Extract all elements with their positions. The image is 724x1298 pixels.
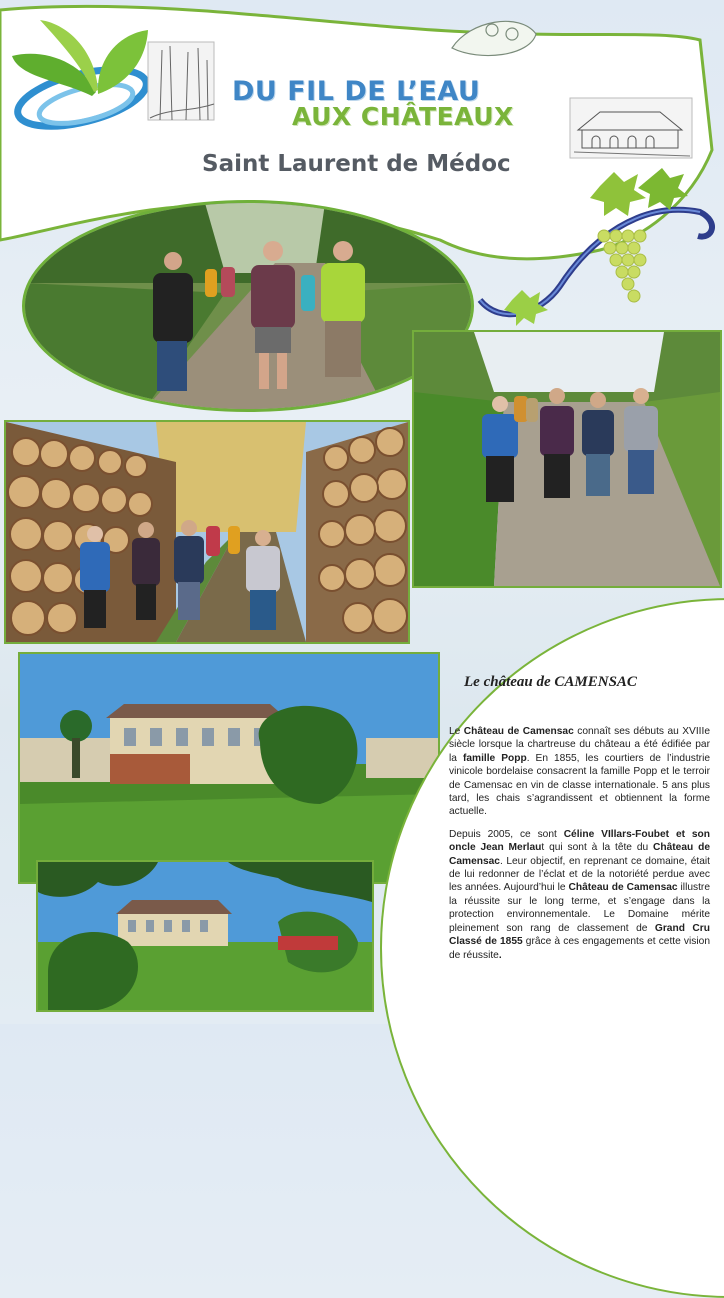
- article-paragraph-1: Le Château de Camensac connaît ses débuts au XVIIIe siècle lorsque la chartreuse du château a été édifiée par la famille Popp. En 1855, les courtiers de l’industrie vinicole bordelaise consacrent la famille Popp et le terroir de Camensac en vin de classe internationale. 5 ans plus tard, les chais s’agrandissent et obtiennent la forme actuelle.: [449, 726, 710, 818]
- title-line-1: DU FIL DE L’EAU: [232, 76, 481, 107]
- forest-sketch-icon: [148, 42, 214, 120]
- page-subtitle: Saint Laurent de Médoc: [202, 151, 511, 177]
- article-paragraph-2: Depuis 2005, ce sont Céline VIllars-Foubet et son oncle Jean Merlaut qui sont à la tête du Château de Camensac. Leur objectif, en reprenant ce domaine, était de lui redonner de l’éclat et de la notoriété perdue avec les années. Aujourd’hui le Château de Camensac illustre la réussite sur le long terme, et s’engage dans la protection environnementale. Le Domaine mérite pleinement son rang de classement de Grand Cru Classé de 1855 grâce à ces engagements et cette vision de réussite.: [449, 828, 710, 961]
- article-heading: Le château de CAMENSAC: [464, 674, 637, 690]
- article-body: [449, 725, 710, 971]
- chateau-building: [116, 900, 232, 946]
- photo-chateau-park: [36, 860, 374, 1012]
- photo-chateau-front: [18, 652, 440, 884]
- photo-walkers-on-path: [22, 200, 474, 412]
- photo-walkers-on-track: [412, 330, 722, 588]
- chateau-sketch-icon: [570, 98, 692, 158]
- title-line-2: AUX CHÂTEAUX: [292, 102, 514, 131]
- photo-walkers-between-log-piles: [4, 420, 410, 644]
